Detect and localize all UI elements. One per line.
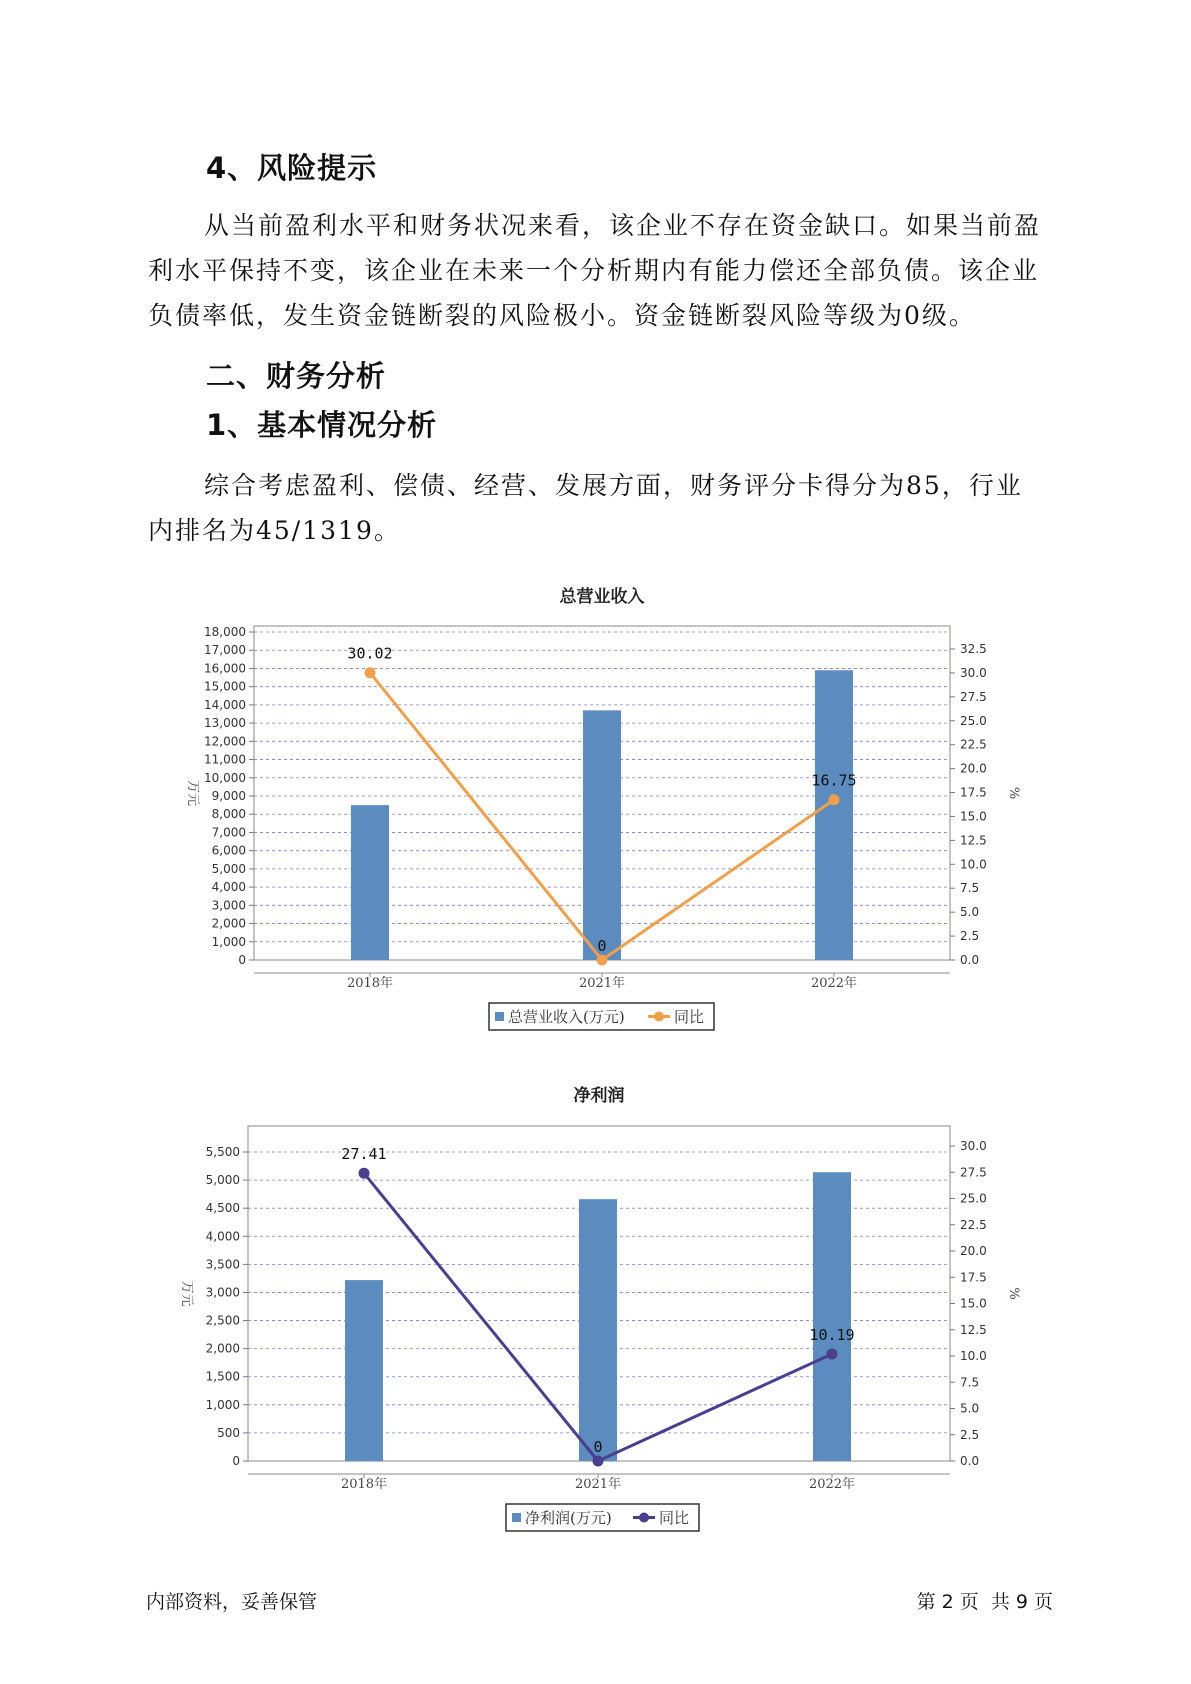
y2-tick-label: 25.0 (960, 1191, 987, 1206)
yoy-data-label: 10.19 (809, 1326, 855, 1345)
chart-title: 总营业收入 (559, 587, 645, 607)
risk-paragraph: 从当前盈利水平和财务状况来看，该企业不存在资金缺口。如果当前盈利水平保持不变，该企业在未来一个分析期内有能力偿还全部负债。该企业负债率低，发生资金链断裂的风险极小。资金链断裂风险等级为0级。 (148, 211, 1042, 330)
y2-tick-label: 27.5 (960, 689, 987, 704)
y2-tick-label: 0.0 (960, 1454, 980, 1468)
y-tick-label: 4,000 (211, 880, 246, 895)
legend-line-marker (639, 1513, 649, 1523)
y-tick-label: 17,000 (204, 643, 246, 658)
footer-page-number: 第 2 页 共 9 页 (916, 1591, 1053, 1613)
x-tick-label: 2021年 (578, 976, 626, 991)
legend-line-label: 同比 (674, 1008, 705, 1026)
y-tick-label: 15,000 (204, 679, 246, 694)
y-tick-label: 14,000 (204, 697, 246, 712)
x-tick-label: 2018年 (340, 1477, 388, 1492)
y2-tick-label: 10.0 (960, 1349, 987, 1363)
x-tick-label: 2021年 (574, 1477, 622, 1492)
y-tick-label: 1,000 (211, 934, 246, 949)
x-tick-label: 2022年 (808, 1477, 856, 1492)
y-tick-label: 5,500 (205, 1145, 240, 1159)
y2-tick-label: 12.5 (960, 833, 987, 848)
y-tick-label: 18,000 (204, 625, 246, 639)
y2-tick-label: 15.0 (960, 1296, 987, 1311)
bar-2021年 (579, 1199, 617, 1461)
y-tick-label: 2,500 (205, 1313, 240, 1328)
y2-axis-label: % (1006, 1287, 1021, 1300)
yoy-point (827, 1349, 838, 1360)
y-tick-label: 6,000 (211, 843, 246, 858)
risk-heading: 4、风险提示 (206, 151, 378, 185)
basic-paragraph: 综合考虑盈利、偿债、经营、发展方面，财务评分卡得分为85，行业内排名为45/1319。 (148, 471, 1023, 545)
yoy-data-label: 16.75 (811, 771, 857, 790)
legend-bar-swatch (512, 1513, 521, 1522)
y2-tick-label: 22.5 (960, 737, 987, 752)
yoy-point (359, 1168, 370, 1179)
y2-tick-label: 30.0 (960, 665, 987, 680)
y2-tick-label: 7.5 (960, 1375, 980, 1390)
y-tick-label: 12,000 (204, 734, 246, 749)
y-tick-label: 500 (217, 1425, 240, 1440)
y-tick-label: 2,000 (205, 1341, 240, 1356)
y-tick-label: 11,000 (204, 752, 246, 767)
y2-tick-label: 27.5 (960, 1165, 987, 1180)
legend-bar-label: 总营业收入(万元) (508, 1008, 625, 1026)
y2-tick-label: 2.5 (960, 1427, 980, 1442)
y2-tick-label: 32.5 (960, 642, 987, 656)
y2-tick-label: 7.5 (960, 881, 980, 896)
y2-tick-label: 5.0 (960, 1401, 980, 1416)
legend-line-label: 同比 (659, 1509, 690, 1527)
x-tick-label: 2022年 (810, 976, 858, 991)
y-tick-label: 4,000 (205, 1229, 240, 1244)
y-tick-label: 3,000 (211, 898, 246, 913)
legend-bar-label: 净利润(万元) (525, 1509, 612, 1527)
y-tick-label: 0 (232, 1454, 240, 1468)
y-tick-label: 2,000 (211, 916, 246, 931)
y2-tick-label: 17.5 (960, 785, 987, 800)
yoy-data-label: 30.02 (347, 644, 393, 663)
y-tick-label: 1,500 (205, 1369, 240, 1384)
y2-tick-label: 17.5 (960, 1270, 987, 1285)
y2-tick-label: 15.0 (960, 809, 987, 824)
y-tick-label: 0 (238, 953, 246, 967)
x-tick-label: 2018年 (346, 976, 394, 991)
y-tick-label: 10,000 (204, 770, 246, 785)
y2-tick-label: 20.0 (960, 1244, 987, 1258)
y2-tick-label: 30.0 (960, 1139, 987, 1153)
footer-confidential: 内部资料，妥善保管 (146, 1591, 318, 1613)
y2-tick-label: 5.0 (960, 905, 980, 920)
finance-heading: 二、财务分析 (206, 359, 387, 393)
y-tick-label: 9,000 (211, 789, 246, 803)
basic-heading: 1、基本情况分析 (206, 408, 438, 442)
yoy-point (593, 1456, 604, 1467)
y2-tick-label: 10.0 (960, 857, 987, 872)
y-axis-label: 万元 (179, 1280, 194, 1307)
y2-tick-label: 20.0 (960, 761, 987, 776)
y-axis-label: 万元 (185, 779, 200, 807)
y-tick-label: 13,000 (204, 716, 246, 731)
yoy-data-label: 27.41 (341, 1145, 387, 1164)
chart-title: 净利润 (573, 1086, 625, 1106)
y-tick-label: 5,000 (211, 861, 246, 876)
y-tick-label: 3,000 (205, 1285, 240, 1300)
y-tick-label: 3,500 (205, 1257, 240, 1272)
y2-axis-label: % (1006, 786, 1021, 800)
y-tick-label: 5,000 (205, 1173, 240, 1188)
y2-tick-label: 22.5 (960, 1217, 987, 1232)
y-tick-label: 16,000 (204, 661, 246, 676)
y-tick-label: 7,000 (211, 825, 246, 840)
yoy-data-label: 0 (593, 1438, 603, 1456)
y2-tick-label: 12.5 (960, 1322, 987, 1337)
y2-tick-label: 25.0 (960, 713, 987, 728)
y2-tick-label: 2.5 (960, 929, 980, 944)
yoy-data-label: 0 (597, 937, 607, 955)
y-tick-label: 4,500 (205, 1201, 240, 1216)
bar-2018年 (345, 1280, 383, 1461)
y2-tick-label: 0.0 (960, 953, 980, 967)
bar-2022年 (813, 1172, 851, 1461)
y-tick-label: 1,000 (205, 1397, 240, 1412)
y-tick-label: 8,000 (211, 807, 246, 822)
